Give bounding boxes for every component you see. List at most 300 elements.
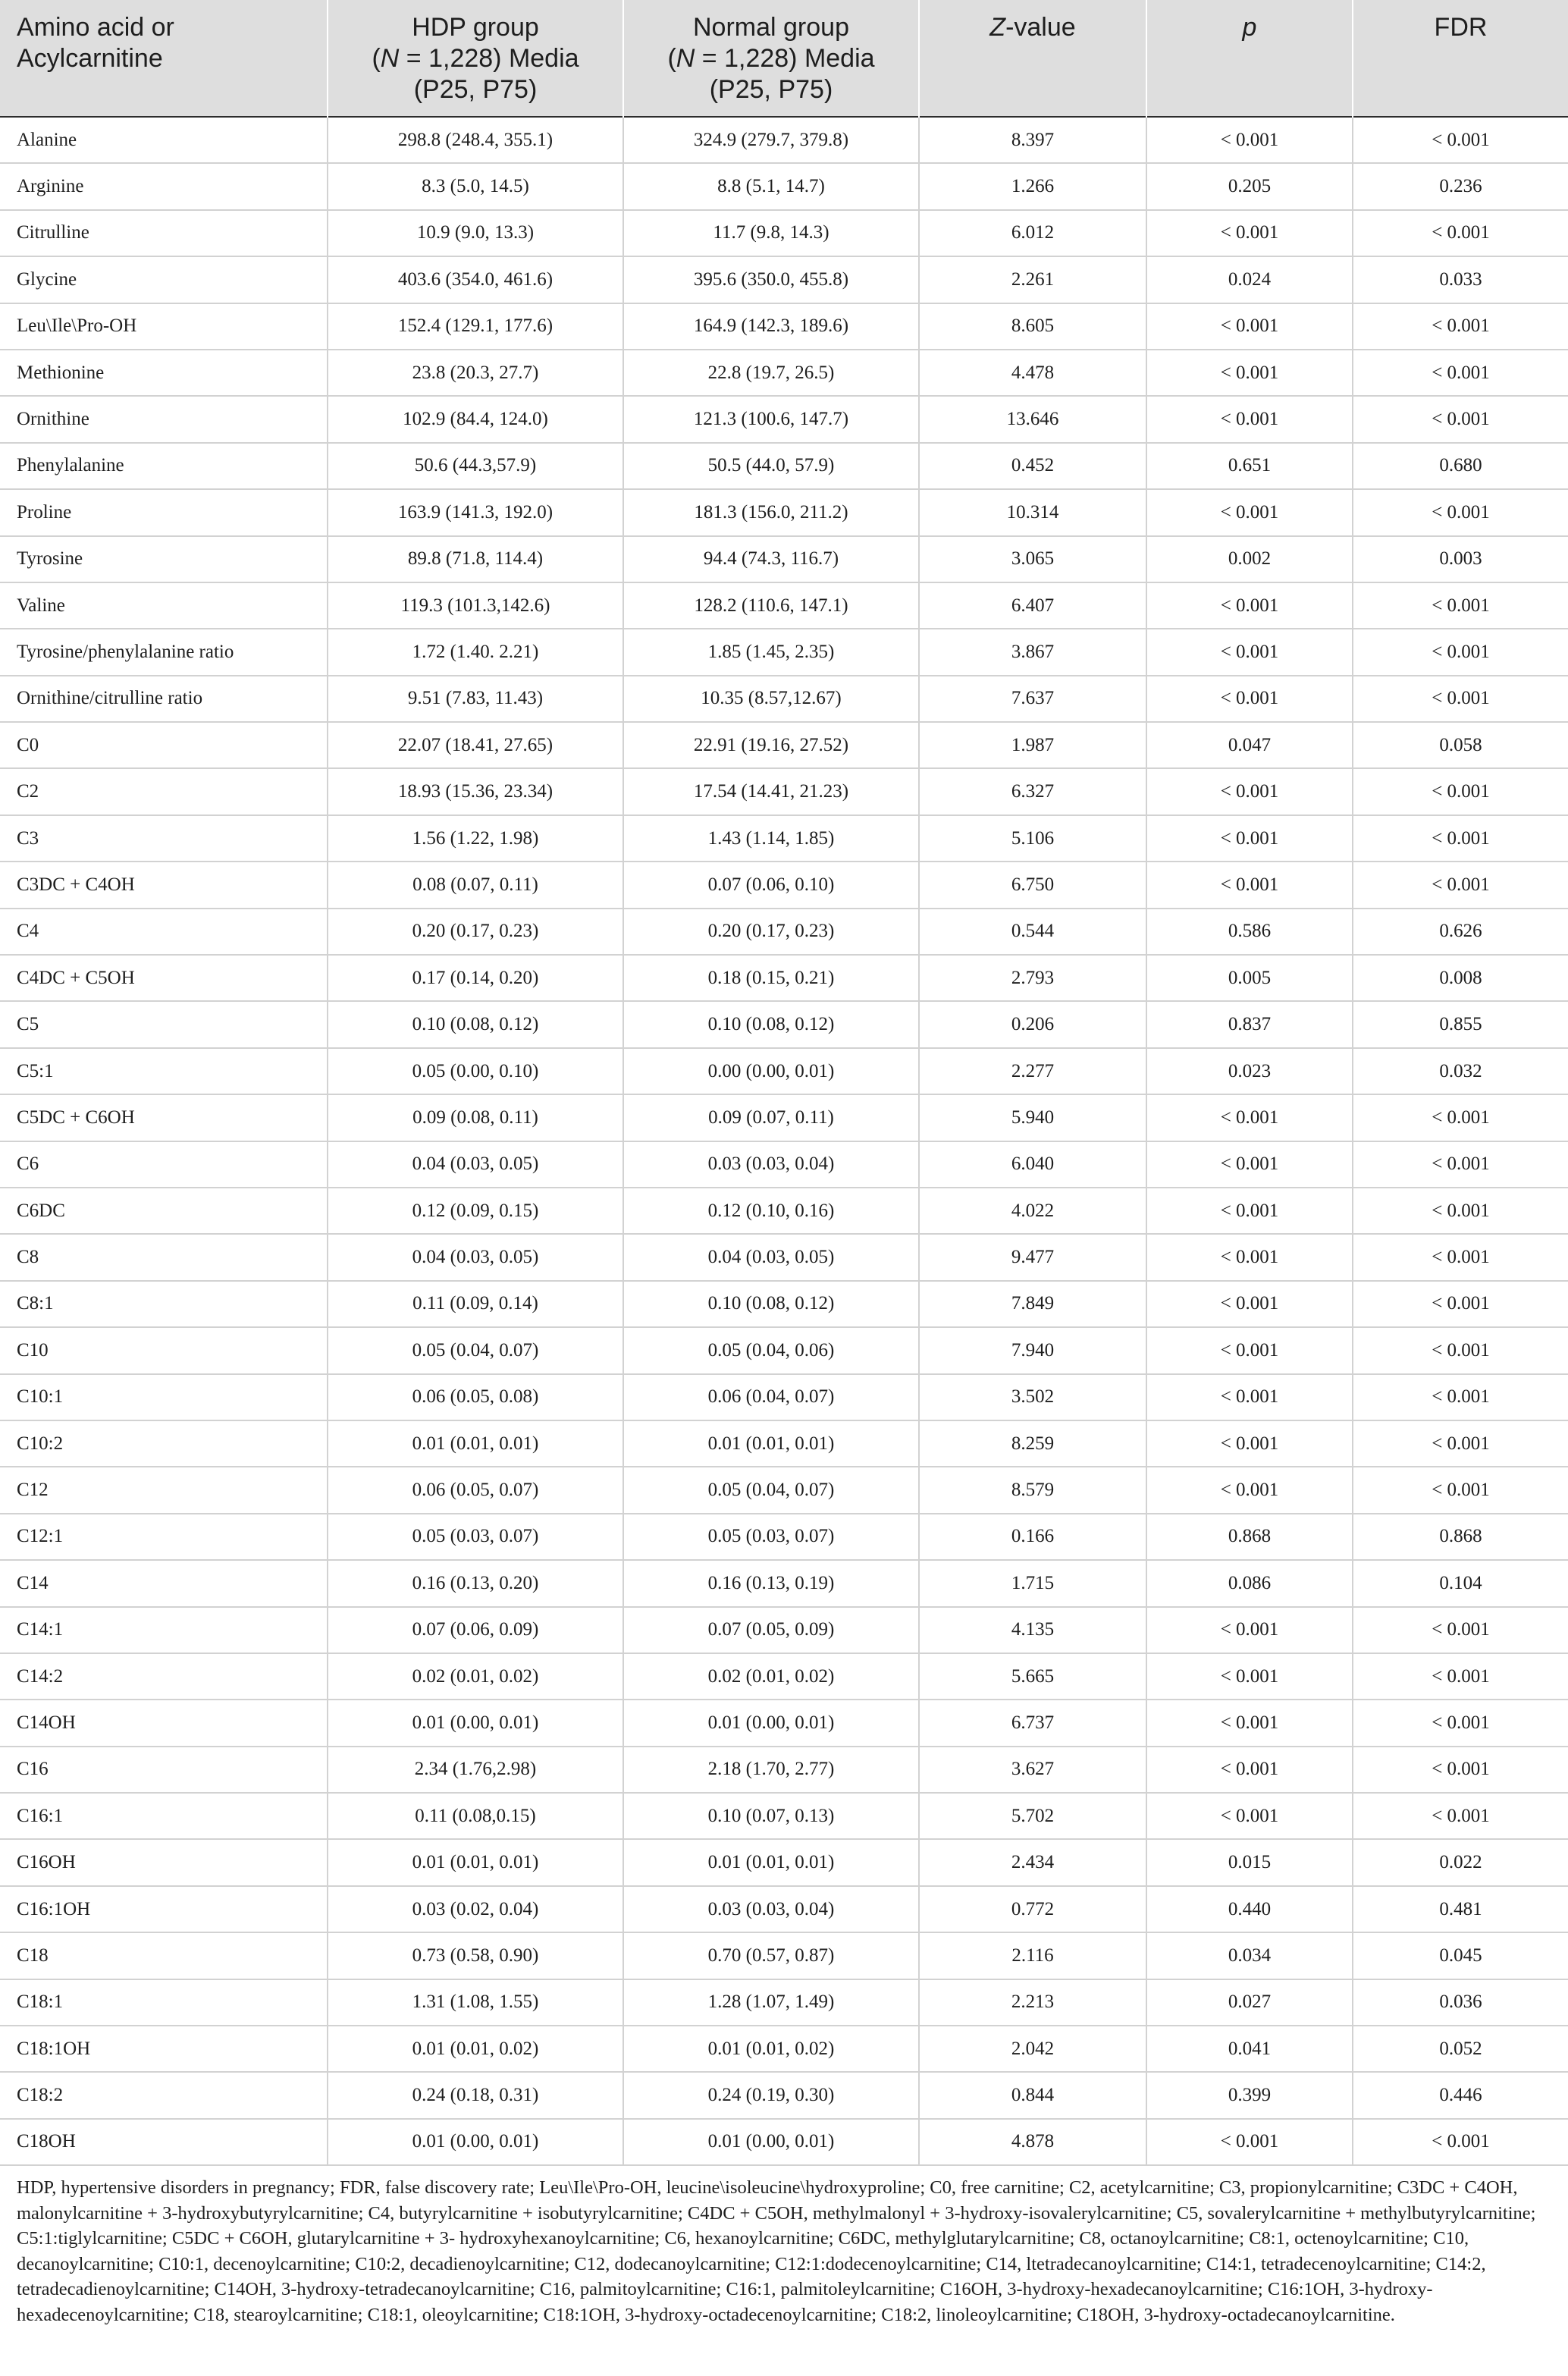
cell-hdp: 0.10 (0.08, 0.12) — [328, 1001, 623, 1047]
cell-fdr: 0.032 — [1353, 1048, 1568, 1094]
cell-fdr: 0.236 — [1353, 163, 1568, 209]
table-row — [0, 1839, 1568, 1885]
cell-hdp: 1.56 (1.22, 1.98) — [328, 815, 623, 862]
cell-normal: 0.01 (0.01, 0.01) — [623, 1839, 919, 1885]
table-row — [0, 1188, 1568, 1234]
cell-fdr: 0.033 — [1353, 256, 1568, 303]
cell-z-value: 2.213 — [919, 1979, 1146, 2026]
cell-hdp: 9.51 (7.83, 11.43) — [328, 676, 623, 722]
cell-normal: 0.70 (0.57, 0.87) — [623, 1932, 919, 1979]
cell-z-value: 3.065 — [919, 536, 1146, 582]
cell-hdp: 0.16 (0.13, 0.20) — [328, 1560, 623, 1606]
table-row — [0, 676, 1568, 722]
cell-normal: 94.4 (74.3, 116.7) — [623, 536, 919, 582]
cell-normal: 0.01 (0.01, 0.01) — [623, 1420, 919, 1467]
table-row — [0, 443, 1568, 489]
cell-normal: 50.5 (44.0, 57.9) — [623, 443, 919, 489]
cell-normal: 1.43 (1.14, 1.85) — [623, 815, 919, 862]
header-row — [0, 0, 1568, 117]
cell-fdr: < 0.001 — [1353, 1327, 1568, 1373]
cell-p-value: < 0.001 — [1146, 350, 1353, 396]
cell-hdp: 0.08 (0.07, 0.11) — [328, 862, 623, 908]
table-header — [0, 0, 1568, 117]
cell-fdr: < 0.001 — [1353, 815, 1568, 862]
cell-fdr: < 0.001 — [1353, 1141, 1568, 1188]
cell-p-value: < 0.001 — [1146, 489, 1353, 535]
cell-normal: 0.09 (0.07, 0.11) — [623, 1094, 919, 1141]
cell-hdp: 0.17 (0.14, 0.20) — [328, 955, 623, 1001]
cell-p-value: 0.586 — [1146, 909, 1353, 955]
cell-p-value: < 0.001 — [1146, 2119, 1353, 2165]
cell-normal: 22.8 (19.7, 26.5) — [623, 350, 919, 396]
cell-fdr: < 0.001 — [1353, 862, 1568, 908]
cell-fdr: < 0.001 — [1353, 1234, 1568, 1280]
cell-compound: Methionine — [0, 350, 328, 396]
cell-z-value: 4.022 — [919, 1188, 1146, 1234]
cell-compound: C4DC + C5OH — [0, 955, 328, 1001]
cell-compound: C0 — [0, 722, 328, 768]
cell-hdp: 0.05 (0.00, 0.10) — [328, 1048, 623, 1094]
cell-normal: 0.10 (0.08, 0.12) — [623, 1001, 919, 1047]
cell-z-value: 8.605 — [919, 303, 1146, 350]
table-row — [0, 396, 1568, 442]
table-row — [0, 303, 1568, 350]
cell-hdp: 1.72 (1.40. 2.21) — [328, 629, 623, 675]
header-compound: Amino acid or Acylcarnitine — [0, 0, 328, 117]
cell-fdr: < 0.001 — [1353, 350, 1568, 396]
cell-z-value: 6.012 — [919, 210, 1146, 256]
cell-normal: 0.02 (0.01, 0.02) — [623, 1653, 919, 1700]
cell-fdr: < 0.001 — [1353, 768, 1568, 814]
cell-hdp: 0.01 (0.01, 0.01) — [328, 1839, 623, 1885]
cell-fdr: 0.045 — [1353, 1932, 1568, 1979]
cell-p-value: < 0.001 — [1146, 1420, 1353, 1467]
cell-hdp: 0.04 (0.03, 0.05) — [328, 1234, 623, 1280]
cell-compound: C18OH — [0, 2119, 328, 2165]
cell-normal: 0.20 (0.17, 0.23) — [623, 909, 919, 955]
cell-z-value: 0.452 — [919, 443, 1146, 489]
table-row — [0, 163, 1568, 209]
cell-compound: C5 — [0, 1001, 328, 1047]
cell-normal: 0.10 (0.08, 0.12) — [623, 1281, 919, 1327]
cell-z-value: 1.987 — [919, 722, 1146, 768]
table-row — [0, 768, 1568, 814]
cell-p-value: < 0.001 — [1146, 582, 1353, 629]
cell-normal: 0.18 (0.15, 0.21) — [623, 955, 919, 1001]
table-row — [0, 2026, 1568, 2072]
cell-fdr: < 0.001 — [1353, 2119, 1568, 2165]
cell-fdr: < 0.001 — [1353, 1700, 1568, 1746]
cell-z-value: 5.940 — [919, 1094, 1146, 1141]
cell-fdr: 0.868 — [1353, 1514, 1568, 1560]
cell-compound: Glycine — [0, 256, 328, 303]
cell-hdp: 298.8 (248.4, 355.1) — [328, 117, 623, 163]
table-row — [0, 862, 1568, 908]
cell-z-value: 0.206 — [919, 1001, 1146, 1047]
cell-z-value: 0.772 — [919, 1886, 1146, 1932]
cell-p-value: 0.047 — [1146, 722, 1353, 768]
cell-p-value: 0.837 — [1146, 1001, 1353, 1047]
table-row — [0, 1420, 1568, 1467]
cell-z-value: 2.793 — [919, 955, 1146, 1001]
cell-z-value: 8.397 — [919, 117, 1146, 163]
cell-fdr: < 0.001 — [1353, 676, 1568, 722]
cell-fdr: < 0.001 — [1353, 1420, 1568, 1467]
cell-fdr: < 0.001 — [1353, 1607, 1568, 1653]
cell-compound: C10 — [0, 1327, 328, 1373]
cell-z-value: 5.665 — [919, 1653, 1146, 1700]
cell-compound: Phenylalanine — [0, 443, 328, 489]
cell-z-value: 2.434 — [919, 1839, 1146, 1885]
cell-normal: 395.6 (350.0, 455.8) — [623, 256, 919, 303]
cell-compound: C16:1OH — [0, 1886, 328, 1932]
cell-z-value: 2.042 — [919, 2026, 1146, 2072]
cell-p-value: 0.023 — [1146, 1048, 1353, 1094]
cell-fdr: < 0.001 — [1353, 1094, 1568, 1141]
cell-fdr: < 0.001 — [1353, 396, 1568, 442]
cell-p-value: < 0.001 — [1146, 1747, 1353, 1793]
table-row — [0, 1886, 1568, 1932]
cell-z-value: 3.627 — [919, 1747, 1146, 1793]
header-fdr: FDR — [1353, 0, 1568, 117]
cell-z-value: 7.940 — [919, 1327, 1146, 1373]
cell-hdp: 0.73 (0.58, 0.90) — [328, 1932, 623, 1979]
cell-z-value: 8.579 — [919, 1467, 1146, 1513]
cell-hdp: 152.4 (129.1, 177.6) — [328, 303, 623, 350]
table-row — [0, 1467, 1568, 1513]
cell-normal: 1.28 (1.07, 1.49) — [623, 1979, 919, 2026]
table-row — [0, 536, 1568, 582]
cell-compound: Tyrosine — [0, 536, 328, 582]
cell-normal: 128.2 (110.6, 147.1) — [623, 582, 919, 629]
cell-compound: C18:1OH — [0, 2026, 328, 2072]
cell-z-value: 1.266 — [919, 163, 1146, 209]
cell-hdp: 2.34 (1.76,2.98) — [328, 1747, 623, 1793]
cell-normal: 0.06 (0.04, 0.07) — [623, 1374, 919, 1420]
cell-p-value: 0.002 — [1146, 536, 1353, 582]
cell-fdr: 0.058 — [1353, 722, 1568, 768]
cell-hdp: 0.20 (0.17, 0.23) — [328, 909, 623, 955]
cell-normal: 181.3 (156.0, 211.2) — [623, 489, 919, 535]
cell-p-value: 0.015 — [1146, 1839, 1353, 1885]
cell-hdp: 0.04 (0.03, 0.05) — [328, 1141, 623, 1188]
cell-normal: 17.54 (14.41, 21.23) — [623, 768, 919, 814]
cell-fdr: 0.481 — [1353, 1886, 1568, 1932]
cell-z-value: 6.327 — [919, 768, 1146, 814]
cell-normal: 0.01 (0.00, 0.01) — [623, 2119, 919, 2165]
cell-p-value: < 0.001 — [1146, 1094, 1353, 1141]
cell-normal: 0.03 (0.03, 0.04) — [623, 1141, 919, 1188]
cell-fdr: 0.626 — [1353, 909, 1568, 955]
cell-z-value: 4.878 — [919, 2119, 1146, 2165]
cell-compound: C18:1 — [0, 1979, 328, 2026]
cell-fdr: 0.052 — [1353, 2026, 1568, 2072]
cell-fdr: 0.036 — [1353, 1979, 1568, 2026]
cell-compound: C14 — [0, 1560, 328, 1606]
cell-hdp: 102.9 (84.4, 124.0) — [328, 396, 623, 442]
cell-p-value: < 0.001 — [1146, 629, 1353, 675]
cell-fdr: < 0.001 — [1353, 1467, 1568, 1513]
table-row — [0, 815, 1568, 862]
cell-p-value: 0.651 — [1146, 443, 1353, 489]
cell-fdr: 0.680 — [1353, 443, 1568, 489]
cell-fdr: < 0.001 — [1353, 489, 1568, 535]
header-p-value: p — [1146, 0, 1353, 117]
cell-compound: C14:2 — [0, 1653, 328, 1700]
cell-normal: 0.05 (0.04, 0.06) — [623, 1327, 919, 1373]
cell-normal: 0.07 (0.05, 0.09) — [623, 1607, 919, 1653]
cell-compound: C18 — [0, 1932, 328, 1979]
cell-p-value: 0.027 — [1146, 1979, 1353, 2026]
header-hdp-group: HDP group (N = 1,228) Media (P25, P75) — [328, 0, 623, 117]
cell-fdr: < 0.001 — [1353, 1653, 1568, 1700]
cell-compound: Ornithine/citrulline ratio — [0, 676, 328, 722]
cell-normal: 324.9 (279.7, 379.8) — [623, 117, 919, 163]
cell-fdr: 0.855 — [1353, 1001, 1568, 1047]
cell-z-value: 10.314 — [919, 489, 1146, 535]
cell-compound: C6 — [0, 1141, 328, 1188]
cell-hdp: 8.3 (5.0, 14.5) — [328, 163, 623, 209]
cell-compound: C18:2 — [0, 2072, 328, 2118]
cell-p-value: 0.868 — [1146, 1514, 1353, 1560]
cell-p-value: < 0.001 — [1146, 1793, 1353, 1839]
cell-p-value: < 0.001 — [1146, 117, 1353, 163]
cell-hdp: 22.07 (18.41, 27.65) — [328, 722, 623, 768]
cell-normal: 121.3 (100.6, 147.7) — [623, 396, 919, 442]
cell-p-value: < 0.001 — [1146, 1141, 1353, 1188]
cell-p-value: 0.024 — [1146, 256, 1353, 303]
table-row — [0, 1607, 1568, 1653]
cell-p-value: < 0.001 — [1146, 768, 1353, 814]
cell-p-value: < 0.001 — [1146, 815, 1353, 862]
table-row — [0, 1653, 1568, 1700]
cell-compound: C12:1 — [0, 1514, 328, 1560]
cell-p-value: 0.041 — [1146, 2026, 1353, 2072]
cell-p-value: < 0.001 — [1146, 210, 1353, 256]
table-row — [0, 256, 1568, 303]
cell-compound: Arginine — [0, 163, 328, 209]
cell-hdp: 50.6 (44.3,57.9) — [328, 443, 623, 489]
cell-p-value: < 0.001 — [1146, 1327, 1353, 1373]
cell-normal: 0.01 (0.01, 0.02) — [623, 2026, 919, 2072]
cell-fdr: < 0.001 — [1353, 1188, 1568, 1234]
cell-hdp: 23.8 (20.3, 27.7) — [328, 350, 623, 396]
cell-compound: C10:1 — [0, 1374, 328, 1420]
cell-z-value: 8.259 — [919, 1420, 1146, 1467]
cell-normal: 0.16 (0.13, 0.19) — [623, 1560, 919, 1606]
cell-z-value: 6.407 — [919, 582, 1146, 629]
cell-fdr: < 0.001 — [1353, 582, 1568, 629]
cell-hdp: 0.12 (0.09, 0.15) — [328, 1188, 623, 1234]
cell-fdr: < 0.001 — [1353, 1793, 1568, 1839]
cell-normal: 0.07 (0.06, 0.10) — [623, 862, 919, 908]
cell-hdp: 0.05 (0.04, 0.07) — [328, 1327, 623, 1373]
cell-normal: 0.10 (0.07, 0.13) — [623, 1793, 919, 1839]
cell-z-value: 4.135 — [919, 1607, 1146, 1653]
cell-hdp: 10.9 (9.0, 13.3) — [328, 210, 623, 256]
table-row — [0, 1700, 1568, 1746]
cell-z-value: 0.166 — [919, 1514, 1146, 1560]
cell-p-value: < 0.001 — [1146, 1700, 1353, 1746]
table-row — [0, 1793, 1568, 1839]
table-footnote: HDP, hypertensive disorders in pregnancy; FDR, false discovery rate; Leu\Ile\Pro-OH, leucine\isoleucine\hydroxyproline; C0, free carnitine; C2, acetylcarnitine; C3, propionylcarnitine; C3DC + C4OH, malonylcarnitine + 3-hydroxybutyrylcarnitine; C4, butyrylcarnitine + isobutyrylcarnitine; C4DC + C5OH, methylmalonyl + 3-hydroxy-isovalerylcarnitine; C5, sovalerylcarnitine + methylbutyrylcarnitine; C5:1:tiglylcarnitine; C5DC + C6OH, glutarylcarnitine + 3- hydroxyhexanoylcarnitine; C6, hexanoylcarnitine; C6DC, methylglutarylcarnitine; C8, octanoylcarnitine; C8:1, octenoylcarnitine; C10, decanoylcarnitine; C10:1, decenoylcarnitine; C10:2, decadienoylcarnitine; C12, dodecanoylcarnitine; C12:1:dodecenoylcarnitine; C14, ltetradecanoylcarnitine; C14:1, tetradecenoylcarnitine; C14:2, tetradecadienoylcarnitine; C14OH, 3-hydroxy-tetradecanoylcarnitine; C16, palmitoylcarnitine; C16:1, palmitoleylcarnitine; C16OH, 3-hydroxy-hexadecanoylcarnitine; C16:1OH, 3-hydroxy-hexadecenoylcarnitine; C18, stearoylcarnitine; C18:1, oleoylcarnitine; C18:1OH, 3-hydroxy-octadecenoylcarnitine; C18:2, linoleoylcarnitine; C18OH, 3-hydroxy-octadecanoylcarnitine. — [17, 2177, 1536, 2325]
cell-z-value: 5.702 — [919, 1793, 1146, 1839]
table-row — [0, 2072, 1568, 2118]
cell-hdp: 0.01 (0.00, 0.01) — [328, 2119, 623, 2165]
cell-p-value: < 0.001 — [1146, 1234, 1353, 1280]
cell-z-value: 2.277 — [919, 1048, 1146, 1094]
cell-compound: C14OH — [0, 1700, 328, 1746]
cell-z-value: 3.867 — [919, 629, 1146, 675]
cell-z-value: 4.478 — [919, 350, 1146, 396]
cell-compound: C5DC + C6OH — [0, 1094, 328, 1141]
cell-hdp: 163.9 (141.3, 192.0) — [328, 489, 623, 535]
cell-compound: C16OH — [0, 1839, 328, 1885]
cell-fdr: < 0.001 — [1353, 303, 1568, 350]
cell-compound: C3 — [0, 815, 328, 862]
table-row — [0, 117, 1568, 163]
cell-normal: 0.04 (0.03, 0.05) — [623, 1234, 919, 1280]
cell-compound: C2 — [0, 768, 328, 814]
cell-fdr: < 0.001 — [1353, 117, 1568, 163]
cell-hdp: 1.31 (1.08, 1.55) — [328, 1979, 623, 2026]
table-row — [0, 1327, 1568, 1373]
cell-hdp: 0.02 (0.01, 0.02) — [328, 1653, 623, 1700]
cell-compound: Valine — [0, 582, 328, 629]
cell-normal: 164.9 (142.3, 189.6) — [623, 303, 919, 350]
cell-fdr: < 0.001 — [1353, 629, 1568, 675]
cell-hdp: 0.01 (0.01, 0.01) — [328, 1420, 623, 1467]
cell-hdp: 403.6 (354.0, 461.6) — [328, 256, 623, 303]
cell-compound: C5:1 — [0, 1048, 328, 1094]
cell-z-value: 1.715 — [919, 1560, 1146, 1606]
cell-z-value: 2.261 — [919, 256, 1146, 303]
table-body — [0, 117, 1568, 2165]
cell-compound: C4 — [0, 909, 328, 955]
cell-compound: C8 — [0, 1234, 328, 1280]
table-row — [0, 1094, 1568, 1141]
cell-compound: C16 — [0, 1747, 328, 1793]
cell-normal: 1.85 (1.45, 2.35) — [623, 629, 919, 675]
cell-compound: C10:2 — [0, 1420, 328, 1467]
table-row — [0, 582, 1568, 629]
cell-normal: 2.18 (1.70, 2.77) — [623, 1747, 919, 1793]
cell-p-value: 0.086 — [1146, 1560, 1353, 1606]
table-row — [0, 1141, 1568, 1188]
cell-hdp: 0.24 (0.18, 0.31) — [328, 2072, 623, 2118]
cell-hdp: 119.3 (101.3,142.6) — [328, 582, 623, 629]
table-row — [0, 909, 1568, 955]
cell-z-value: 3.502 — [919, 1374, 1146, 1420]
cell-p-value: < 0.001 — [1146, 1653, 1353, 1700]
cell-z-value: 0.844 — [919, 2072, 1146, 2118]
cell-hdp: 89.8 (71.8, 114.4) — [328, 536, 623, 582]
cell-fdr: < 0.001 — [1353, 1281, 1568, 1327]
cell-normal: 0.03 (0.03, 0.04) — [623, 1886, 919, 1932]
cell-p-value: 0.005 — [1146, 955, 1353, 1001]
cell-hdp: 0.11 (0.08,0.15) — [328, 1793, 623, 1839]
cell-normal: 0.05 (0.04, 0.07) — [623, 1467, 919, 1513]
cell-normal: 0.24 (0.19, 0.30) — [623, 2072, 919, 2118]
cell-p-value: < 0.001 — [1146, 303, 1353, 350]
cell-fdr: < 0.001 — [1353, 1374, 1568, 1420]
cell-p-value: 0.034 — [1146, 1932, 1353, 1979]
cell-normal: 10.35 (8.57,12.67) — [623, 676, 919, 722]
table-row — [0, 1048, 1568, 1094]
cell-fdr: 0.022 — [1353, 1839, 1568, 1885]
cell-compound: Alanine — [0, 117, 328, 163]
cell-normal: 22.91 (19.16, 27.52) — [623, 722, 919, 768]
table-row — [0, 629, 1568, 675]
header-z-value: Z-value — [919, 0, 1146, 117]
table-row — [0, 210, 1568, 256]
cell-hdp: 0.11 (0.09, 0.14) — [328, 1281, 623, 1327]
table-row — [0, 1281, 1568, 1327]
cell-compound: Proline — [0, 489, 328, 535]
cell-hdp: 0.09 (0.08, 0.11) — [328, 1094, 623, 1141]
cell-z-value: 0.544 — [919, 909, 1146, 955]
cell-z-value: 5.106 — [919, 815, 1146, 862]
cell-hdp: 0.01 (0.00, 0.01) — [328, 1700, 623, 1746]
cell-hdp: 0.01 (0.01, 0.02) — [328, 2026, 623, 2072]
cell-compound: C16:1 — [0, 1793, 328, 1839]
table-row — [0, 350, 1568, 396]
table-row — [0, 1979, 1568, 2026]
cell-hdp: 0.07 (0.06, 0.09) — [328, 1607, 623, 1653]
table-row — [0, 1001, 1568, 1047]
cell-hdp: 0.06 (0.05, 0.08) — [328, 1374, 623, 1420]
cell-p-value: < 0.001 — [1146, 676, 1353, 722]
cell-compound: C14:1 — [0, 1607, 328, 1653]
table-row — [0, 1234, 1568, 1280]
cell-normal: 0.01 (0.00, 0.01) — [623, 1700, 919, 1746]
cell-fdr: 0.446 — [1353, 2072, 1568, 2118]
cell-z-value: 6.750 — [919, 862, 1146, 908]
cell-compound: Leu\Ile\Pro-OH — [0, 303, 328, 350]
cell-z-value: 6.737 — [919, 1700, 1146, 1746]
cell-compound: Tyrosine/phenylalanine ratio — [0, 629, 328, 675]
table-row — [0, 1514, 1568, 1560]
cell-compound: C12 — [0, 1467, 328, 1513]
cell-p-value: < 0.001 — [1146, 1188, 1353, 1234]
cell-z-value: 9.477 — [919, 1234, 1146, 1280]
cell-z-value: 7.637 — [919, 676, 1146, 722]
cell-z-value: 2.116 — [919, 1932, 1146, 1979]
cell-p-value: < 0.001 — [1146, 862, 1353, 908]
cell-p-value: < 0.001 — [1146, 1374, 1353, 1420]
cell-fdr: 0.003 — [1353, 536, 1568, 582]
cell-fdr: < 0.001 — [1353, 210, 1568, 256]
table-row — [0, 1560, 1568, 1606]
cell-z-value: 6.040 — [919, 1141, 1146, 1188]
cell-normal: 0.05 (0.03, 0.07) — [623, 1514, 919, 1560]
cell-normal: 0.12 (0.10, 0.16) — [623, 1188, 919, 1234]
cell-p-value: 0.440 — [1146, 1886, 1353, 1932]
header-normal-group: Normal group (N = 1,228) Media (P25, P75) — [623, 0, 919, 117]
cell-normal: 11.7 (9.8, 14.3) — [623, 210, 919, 256]
cell-p-value: 0.399 — [1146, 2072, 1353, 2118]
cell-p-value: < 0.001 — [1146, 1281, 1353, 1327]
cell-normal: 8.8 (5.1, 14.7) — [623, 163, 919, 209]
table-row — [0, 722, 1568, 768]
cell-compound: C3DC + C4OH — [0, 862, 328, 908]
table-row — [0, 1932, 1568, 1979]
table-row — [0, 955, 1568, 1001]
cell-fdr: 0.104 — [1353, 1560, 1568, 1606]
cell-compound: C8:1 — [0, 1281, 328, 1327]
table-row — [0, 1374, 1568, 1420]
table-row — [0, 1747, 1568, 1793]
